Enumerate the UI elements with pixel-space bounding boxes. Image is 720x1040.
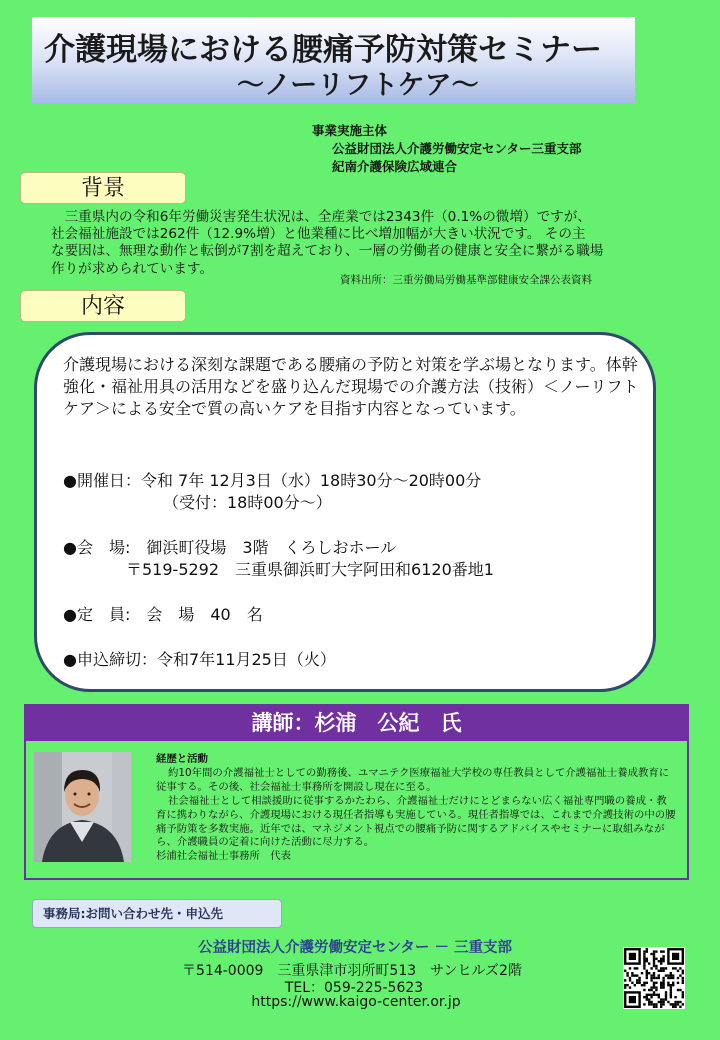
organizer-name-2: 紀南介護保険広域連合 — [332, 159, 458, 174]
contact-organization: 公益財団法人介護労働安定センター － 三重支部 — [197, 940, 512, 956]
event-date: ●開催日：令和 7年 12月3日（水）18時30分～20時00分 — [63, 471, 482, 490]
contact-tel: TEL：059-225-5623 — [284, 980, 424, 996]
contact-tab: 事務局:お問い合わせ先・申込先 — [32, 899, 282, 928]
organizer-label: 事業実施主体 — [312, 123, 388, 138]
background-heading: 背景 — [20, 172, 186, 204]
application-deadline: ●申込締切：令和7年11月25日（火） — [63, 650, 336, 669]
contact-address: 〒514-0009 三重県津市羽所町513 サンヒルズ2階 — [182, 963, 522, 979]
venue-address: 〒519-5292 三重県御浜町大字阿田和6120番地1 — [126, 560, 494, 579]
qr-code-icon[interactable] — [623, 947, 685, 1009]
lecturer-affiliation: 杉浦社会福祉士事務所 代表 — [156, 850, 292, 863]
reception-time: （受付：18時00分～） — [163, 493, 332, 512]
page-title: 介護現場における腰痛予防対策セミナー — [44, 32, 602, 68]
content-box — [34, 332, 656, 692]
career-paragraph-2: 社会福祉士として相談援助に従事するかたわら、介護福祉士だけにとどまらない広く福祉専門職の養成・教育に携わりながら、介護現場における現任者指導も実施している。現任者指導では、これまで介護技術の中の腰痛予防策を多数実施。近年では、マネジメント視点での腰痛予防に関するアドバイスやセミナーに取組みながら、介護職員の定着に向けた活動に尽力する。 — [156, 794, 676, 849]
career-paragraph-1: 約10年間の介護福祉士としての勤務後、ユマニテク医療福祉大学校の専任教員として介護福祉士養成教育に従事する。その後、社会福祉士事務所を開設し現在に至る。 — [156, 766, 670, 793]
event-capacity: ●定 員: 会 場 40 名 — [63, 605, 263, 624]
lecturer-heading: 講師：杉浦 公紀 氏 — [26, 706, 687, 741]
content-intro: 介護現場における深刻な課題である腰痛の予防と対策を学ぶ場となります。体幹強化・福祉用具の活用などを盛り込んだ現場での介護方法（技術）＜ノーリフトケア＞による安全で質の高いケアを目指す内容となっています。 — [63, 355, 639, 418]
background-text: 三重県内の令和6年労働災害発生状況は、全産業では2343件（0.1%の微増）ですが、 社会福祉施設では262件（12.9%増）と他業種に比べ増加幅が大きい状況です。 その主 な要因は、無理な動作と転倒が7割を超えており、一層の労働者の健康と安全に繋がる職場 作りが求められています。 — [51, 209, 604, 277]
contact-url[interactable]: https://www.kaigo-center.or.jp — [251, 994, 461, 1010]
data-source-note: 資料出所：三重労働局労働基準部健康安全課公表資料 — [340, 274, 592, 286]
organizer-block — [312, 122, 582, 176]
lecturer-photo — [34, 752, 131, 862]
lecturer-section — [24, 704, 689, 880]
career-label: 経歴と活動 — [156, 753, 208, 765]
title-banner — [32, 17, 635, 103]
organizer-name-1: 公益財団法人介護労働安定センター三重支部 — [332, 141, 582, 156]
lecturer-career — [156, 753, 676, 864]
page-subtitle: ～ノーリフトケア～ — [237, 70, 479, 101]
event-venue: ●会 場: 御浜町役場 3階 くろしおホール — [63, 538, 397, 557]
content-heading: 内容 — [20, 290, 186, 322]
